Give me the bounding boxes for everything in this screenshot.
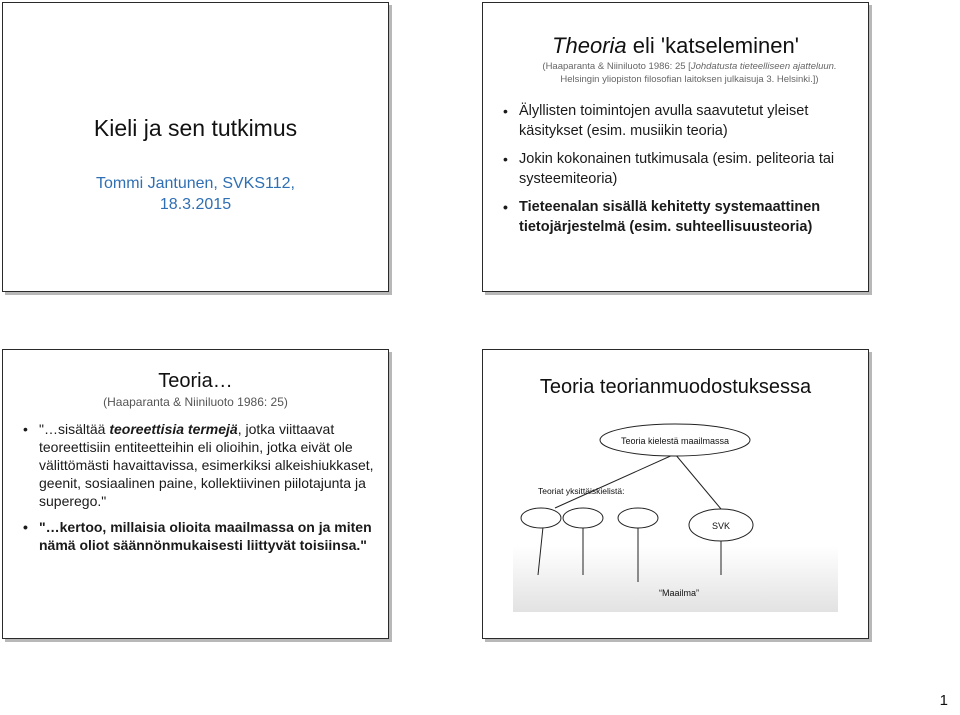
language-ellipse — [618, 508, 658, 528]
slide3-bullets — [23, 420, 376, 562]
slide2-bullet: • Älyllisten toimintojen avulla saavutetut yleiset käsitykset (esim. musiikin teoria) — [503, 101, 856, 141]
slide3-bullet — [23, 420, 376, 510]
slide2-bullet: • Tieteenalan sisällä kehitetty systemaattinen tietojärjestelmä (esim. suhteellisuusteoria) — [503, 197, 856, 237]
connector-line — [555, 454, 675, 508]
slide2-reference — [523, 60, 856, 86]
slide1-date: 18.3.2015 — [159, 196, 232, 213]
slide2-bullet: • Jokin kokonainen tutkimusala (esim. peliteoria tai systeemiteoria) — [503, 149, 856, 189]
slide2-ref-italic: Johdatusta tieteelliseen ajatteluun. — [690, 61, 837, 72]
slide2-bullets — [503, 101, 856, 245]
slide4-title: Teoria teorianmuodostuksessa — [539, 376, 812, 398]
slide3-b1-start: "…sisältää — [39, 421, 110, 437]
language-ellipse — [521, 508, 561, 528]
slide3-b1-emph: teoreettisia termejä — [109, 421, 238, 437]
slide-teoria — [2, 349, 389, 639]
slide3-b1-rest: , jotka viittaavat teoreettisiin entiteetteihin eli olioihin, jotka eivät ole välittömästi havaittavissa, esimerkiksi alkeishiukkaset, geenit, sosiaalinen paine, kollektiivinen piilotajunta ja superego." — [39, 421, 374, 509]
slide-diagram — [482, 349, 869, 639]
theory-diagram — [483, 350, 867, 637]
slide3-bullet: • "…kertoo, millaisia olioita maailmassa on ja miten nämä oliot säännönmukaisesti liittyvät toisiinsa." — [23, 518, 376, 554]
slide2-title-rest: eli 'katseleminen' — [626, 33, 799, 58]
language-ellipse — [563, 508, 603, 528]
world-box — [513, 546, 838, 612]
page-number: 1 — [939, 692, 948, 709]
diagram-world-label: “Maailma” — [658, 588, 700, 598]
slide3-title: Teoria… — [158, 370, 233, 392]
slide-title — [2, 2, 389, 292]
diagram-svk-label: SVK — [711, 521, 731, 531]
slide1-title: Kieli ja sen tutkimus — [93, 115, 298, 141]
slide2-ref-a: (Haaparanta & Niiniluoto 1986: 25 [ — [542, 61, 691, 72]
slide1-subtitle — [3, 173, 388, 215]
connector-line — [675, 454, 721, 509]
slide2-title — [483, 33, 868, 59]
diagram-left-label: Teoriat yksittäiskielistä: — [538, 486, 625, 496]
slide2-ref-b: Helsingin yliopiston filosofian laitoksen julkaisuja 3. Helsinki.]) — [560, 74, 819, 85]
diagram-top-label: Teoria kielestä maailmassa — [620, 436, 730, 446]
slide2-title-italic: Theoria — [552, 33, 627, 58]
slide1-author: Tommi Jantunen, SVKS112, — [96, 175, 295, 192]
slide3-reference: (Haaparanta & Niiniluoto 1986: 25) — [103, 395, 288, 409]
slide-theoria — [482, 2, 869, 292]
